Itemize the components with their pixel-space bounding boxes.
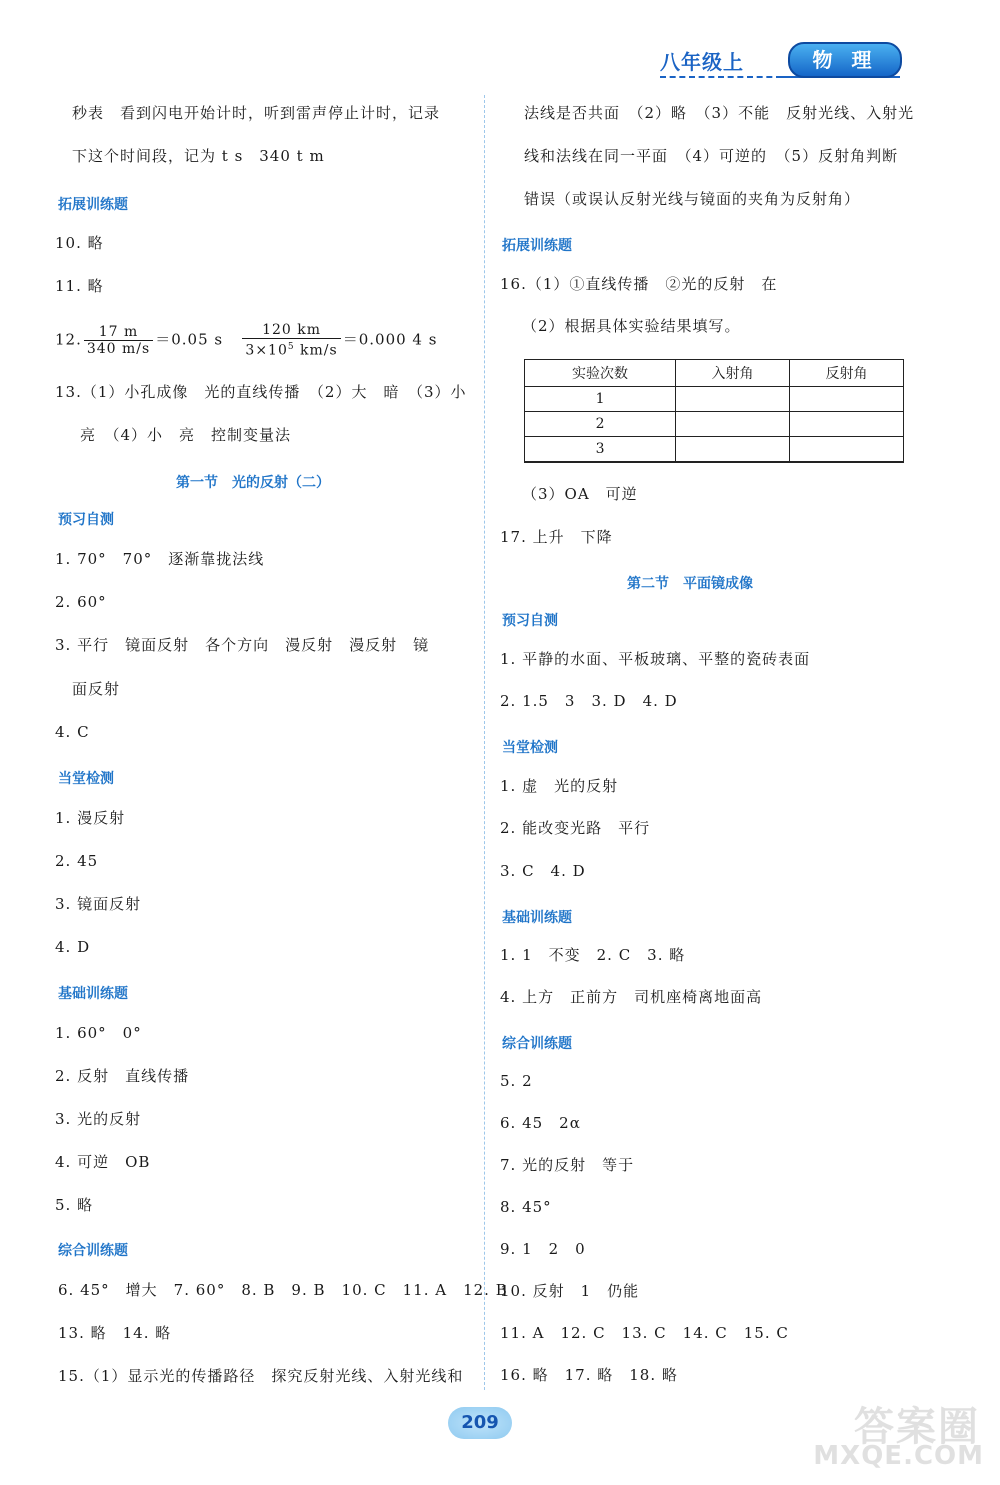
watermark-text-top: 答案圈: [854, 1404, 980, 1450]
chapter-title: 第二节 平面镜成像: [627, 576, 753, 592]
column-divider: [484, 95, 485, 1390]
grade-label: 八年级上: [660, 50, 744, 74]
fraction-denominator: [242, 339, 340, 359]
answer-line: 面反射: [72, 680, 121, 698]
answer-line: 11. A 12. C 13. C 14. C 15. C: [500, 1324, 789, 1342]
answer-line: 8. 45°: [500, 1198, 552, 1216]
answer-line: 10. 略: [55, 234, 104, 252]
answer-line: 1. 70° 70° 逐渐靠拢法线: [55, 550, 265, 568]
section-heading: 基础训练题: [58, 986, 128, 1002]
answer-line: 亮 （4）小 亮 控制变量法: [80, 426, 292, 444]
exponent: 5: [287, 342, 295, 352]
fraction: [242, 322, 340, 359]
answer-line: 13. 略 14. 略: [58, 1324, 172, 1342]
table-header: 入射角: [676, 360, 790, 387]
answer-line: 9. 1 2 0: [500, 1240, 586, 1258]
answer-line: （2）根据具体实验结果填写。: [522, 317, 741, 335]
answer-line: 1. 虚 光的反射: [500, 777, 619, 795]
equation-result: ＝0.05 s: [155, 330, 224, 349]
table-header: 反射角: [790, 360, 904, 387]
answer-line: 3. 平行 镜面反射 各个方向 漫反射 漫反射 镜: [55, 636, 430, 654]
answer-line: 3. C 4. D: [500, 862, 586, 880]
answer-line: 1. 1 不变 2. C 3. 略: [500, 946, 686, 964]
section-heading: 综合训练题: [58, 1243, 128, 1259]
answer-line: 6. 45 2α: [500, 1114, 581, 1132]
answer-line: 16. 略 17. 略 18. 略: [500, 1366, 678, 1384]
section-heading: 拓展训练题: [58, 197, 128, 213]
table-cell: 3: [525, 437, 676, 463]
answer-line: 5. 略: [55, 1196, 94, 1214]
table-header: 实验次数: [525, 360, 676, 387]
fraction-numerator: 120 km: [242, 322, 340, 339]
header-dashed-rule: [660, 76, 782, 78]
table-cell: [790, 437, 904, 463]
answer-line: 3. 镜面反射: [55, 895, 142, 913]
answer-line: 6. 45° 增大 7. 60° 8. B 9. B 10. C 11. A 12. B: [58, 1281, 508, 1299]
table-row: [525, 412, 904, 437]
answer-line: 7. 光的反射 等于: [500, 1156, 635, 1174]
answer-line: 5. 2: [500, 1072, 533, 1090]
answer-prefix: 12.: [55, 330, 82, 349]
answer-line: 1. 漫反射: [55, 809, 126, 827]
text-line: 下这个时间段，记为 t s 340 t m: [72, 147, 325, 165]
text-line: 线和法线在同一平面 （4）可逆的 （5）反射角判断: [524, 147, 899, 165]
answer-line-12: [55, 322, 437, 359]
section-heading: 当堂检测: [502, 740, 558, 756]
table-row: [525, 437, 904, 463]
page-number: 209: [448, 1407, 512, 1439]
answer-line: 16.（1）①直线传播 ②光的反射 在: [500, 275, 778, 293]
table-row: [525, 387, 904, 412]
section-heading: 基础训练题: [502, 910, 572, 926]
text-line: 法线是否共面 （2）略 （3）不能 反射光线、入射光: [524, 104, 915, 122]
answer-line: 11. 略: [55, 277, 104, 295]
table-cell: [676, 387, 790, 412]
answer-line: 2. 能改变光路 平行: [500, 819, 651, 837]
table-cell: [790, 387, 904, 412]
answer-line: 2. 反射 直线传播: [55, 1067, 190, 1085]
answer-line: 4. 可逆 OB: [55, 1153, 151, 1171]
answer-line: （3）OA 可逆: [522, 485, 638, 503]
equation-result: ＝0.000 4 s: [342, 330, 438, 349]
denominator-base: 3×10: [245, 342, 288, 359]
answer-line: 2. 60°: [55, 593, 107, 611]
answer-line: 4. 上方 正前方 司机座椅离地面高: [500, 988, 763, 1006]
answer-line: 15.（1）显示光的传播路径 探究反射光线、入射光线和: [58, 1367, 464, 1385]
table-cell: [676, 412, 790, 437]
answer-line: 13.（1）小孔成像 光的直线传播 （2）大 暗 （3）小: [55, 383, 467, 401]
answer-line: 4. D: [55, 938, 91, 956]
answer-line: 2. 1.5 3 3. D 4. D: [500, 692, 678, 710]
fraction: [84, 324, 153, 357]
answer-line: 10. 反射 1 仍能: [500, 1282, 640, 1300]
watermark-text-bottom: MXQE.COM: [813, 1441, 984, 1471]
section-heading: 当堂检测: [58, 771, 114, 787]
denominator-unit: km/s: [294, 342, 338, 359]
fraction-numerator: 17 m: [84, 324, 153, 341]
answer-line: 17. 上升 下降: [500, 528, 613, 546]
table-header-row: [525, 360, 904, 387]
subject-tag: 物 理: [788, 42, 902, 78]
experiment-table: [524, 359, 904, 463]
section-heading: 综合训练题: [502, 1036, 572, 1052]
answer-line: 2. 45: [55, 852, 99, 870]
table-cell: 2: [525, 412, 676, 437]
text-line: 错误（或误认反射光线与镜面的夹角为反射角）: [524, 190, 861, 208]
chapter-title: 第一节 光的反射（二）: [176, 475, 330, 491]
page-header: [660, 42, 900, 82]
section-heading: 预习自测: [502, 613, 558, 629]
table-cell: 1: [525, 387, 676, 412]
watermark-logo: [800, 1395, 990, 1475]
fraction-denominator: 340 m/s: [86, 340, 151, 357]
section-heading: 拓展训练题: [502, 238, 572, 254]
section-heading: 预习自测: [58, 512, 114, 528]
answer-line: 4. C: [55, 723, 90, 741]
answer-line: 1. 60° 0°: [55, 1024, 142, 1042]
text-line: 秒表 看到闪电开始计时，听到雷声停止计时，记录: [72, 104, 441, 122]
table-cell: [790, 412, 904, 437]
table-cell: [676, 437, 790, 463]
answer-line: 1. 平静的水面、平板玻璃、平整的瓷砖表面: [500, 650, 811, 668]
answer-line: 3. 光的反射: [55, 1110, 142, 1128]
